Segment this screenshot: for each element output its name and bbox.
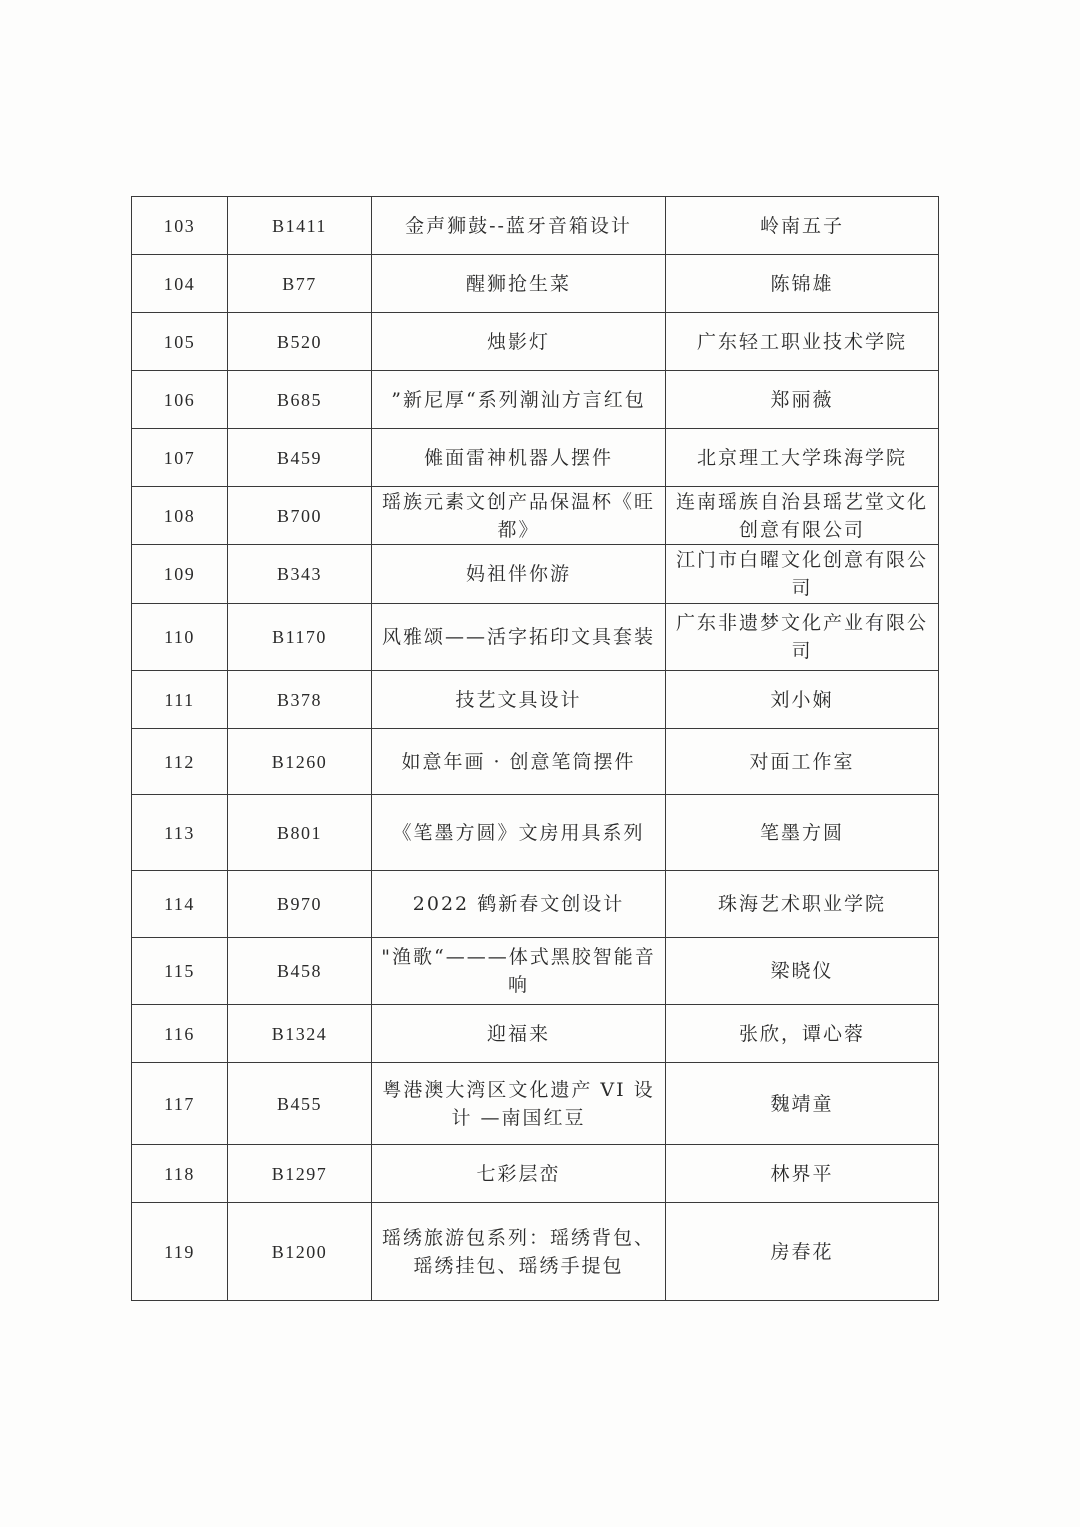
entry-code: B458 <box>228 938 372 1005</box>
table-row <box>132 671 939 729</box>
table-row <box>132 1203 939 1301</box>
entry-code: B1260 <box>228 729 372 795</box>
author-name: 陈锦雄 <box>666 255 939 313</box>
work-title: 迎福来 <box>372 1005 666 1063</box>
entry-code: B378 <box>228 671 372 729</box>
table-row <box>132 487 939 545</box>
entry-code: B343 <box>228 545 372 604</box>
table-row <box>132 371 939 429</box>
work-title: "渔歌“———体式黑胶智能音响 <box>372 938 666 1005</box>
entry-code: B1200 <box>228 1203 372 1301</box>
row-number: 111 <box>132 671 228 729</box>
work-title: 妈祖伴你游 <box>372 545 666 604</box>
entry-code: B1297 <box>228 1145 372 1203</box>
table-row <box>132 604 939 671</box>
row-number: 103 <box>132 197 228 255</box>
table-row <box>132 938 939 1005</box>
row-number: 107 <box>132 429 228 487</box>
entry-code: B459 <box>228 429 372 487</box>
author-name: 江门市白曜文化创意有限公司 <box>666 545 939 604</box>
table-row <box>132 1005 939 1063</box>
entry-code: B455 <box>228 1063 372 1145</box>
work-title: 风雅颂——活字拓印文具套装 <box>372 604 666 671</box>
entry-code: B685 <box>228 371 372 429</box>
row-number: 110 <box>132 604 228 671</box>
entry-code: B1411 <box>228 197 372 255</box>
row-number: 104 <box>132 255 228 313</box>
work-title: 金声狮鼓--蓝牙音箱设计 <box>372 197 666 255</box>
entry-code: B1324 <box>228 1005 372 1063</box>
work-title: 烛影灯 <box>372 313 666 371</box>
author-name: 郑丽薇 <box>666 371 939 429</box>
author-name: 连南瑶族自治县瑶艺堂文化创意有限公司 <box>666 487 939 545</box>
table-row <box>132 429 939 487</box>
author-name: 梁晓仪 <box>666 938 939 1005</box>
author-name: 魏靖童 <box>666 1063 939 1145</box>
table-row <box>132 795 939 871</box>
row-number: 117 <box>132 1063 228 1145</box>
work-title: 如意年画 · 创意笔筒摆件 <box>372 729 666 795</box>
table-row <box>132 1063 939 1145</box>
entry-code: B1170 <box>228 604 372 671</box>
row-number: 118 <box>132 1145 228 1203</box>
row-number: 115 <box>132 938 228 1005</box>
table-row <box>132 313 939 371</box>
work-title: 瑶族元素文创产品保温杯《旺都》 <box>372 487 666 545</box>
work-title: 粤港澳大湾区文化遗产 VI 设计 —南国红豆 <box>372 1063 666 1145</box>
row-number: 109 <box>132 545 228 604</box>
entry-code: B77 <box>228 255 372 313</box>
row-number: 106 <box>132 371 228 429</box>
work-title: 七彩层峦 <box>372 1145 666 1203</box>
table-body <box>132 197 939 1301</box>
author-name: 岭南五子 <box>666 197 939 255</box>
work-title: 技艺文具设计 <box>372 671 666 729</box>
author-name: 广东轻工职业技术学院 <box>666 313 939 371</box>
entry-code: B801 <box>228 795 372 871</box>
row-number: 113 <box>132 795 228 871</box>
author-name: 林界平 <box>666 1145 939 1203</box>
work-title: ”新尼厚“系列潮汕方言红包 <box>372 371 666 429</box>
work-title: 《笔墨方圆》文房用具系列 <box>372 795 666 871</box>
work-title: 傩面雷神机器人摆件 <box>372 429 666 487</box>
author-name: 房春花 <box>666 1203 939 1301</box>
author-name: 北京理工大学珠海学院 <box>666 429 939 487</box>
work-title: 2022 鹤新春文创设计 <box>372 871 666 938</box>
author-name: 珠海艺术职业学院 <box>666 871 939 938</box>
row-number: 108 <box>132 487 228 545</box>
author-name: 刘小娴 <box>666 671 939 729</box>
row-number: 116 <box>132 1005 228 1063</box>
table-row <box>132 197 939 255</box>
row-number: 119 <box>132 1203 228 1301</box>
row-number: 105 <box>132 313 228 371</box>
work-title: 瑶绣旅游包系列：瑶绣背包、瑶绣挂包、瑶绣手提包 <box>372 1203 666 1301</box>
author-name: 张欣，谭心蓉 <box>666 1005 939 1063</box>
entry-code: B520 <box>228 313 372 371</box>
award-list-table <box>131 196 939 1301</box>
author-name: 广东非遗梦文化产业有限公司 <box>666 604 939 671</box>
entry-code: B970 <box>228 871 372 938</box>
author-name: 对面工作室 <box>666 729 939 795</box>
table-row <box>132 1145 939 1203</box>
table-row <box>132 871 939 938</box>
row-number: 114 <box>132 871 228 938</box>
entry-code: B700 <box>228 487 372 545</box>
table-row <box>132 255 939 313</box>
row-number: 112 <box>132 729 228 795</box>
table-row <box>132 729 939 795</box>
author-name: 笔墨方圆 <box>666 795 939 871</box>
work-title: 醒狮抢生菜 <box>372 255 666 313</box>
table-row <box>132 545 939 604</box>
